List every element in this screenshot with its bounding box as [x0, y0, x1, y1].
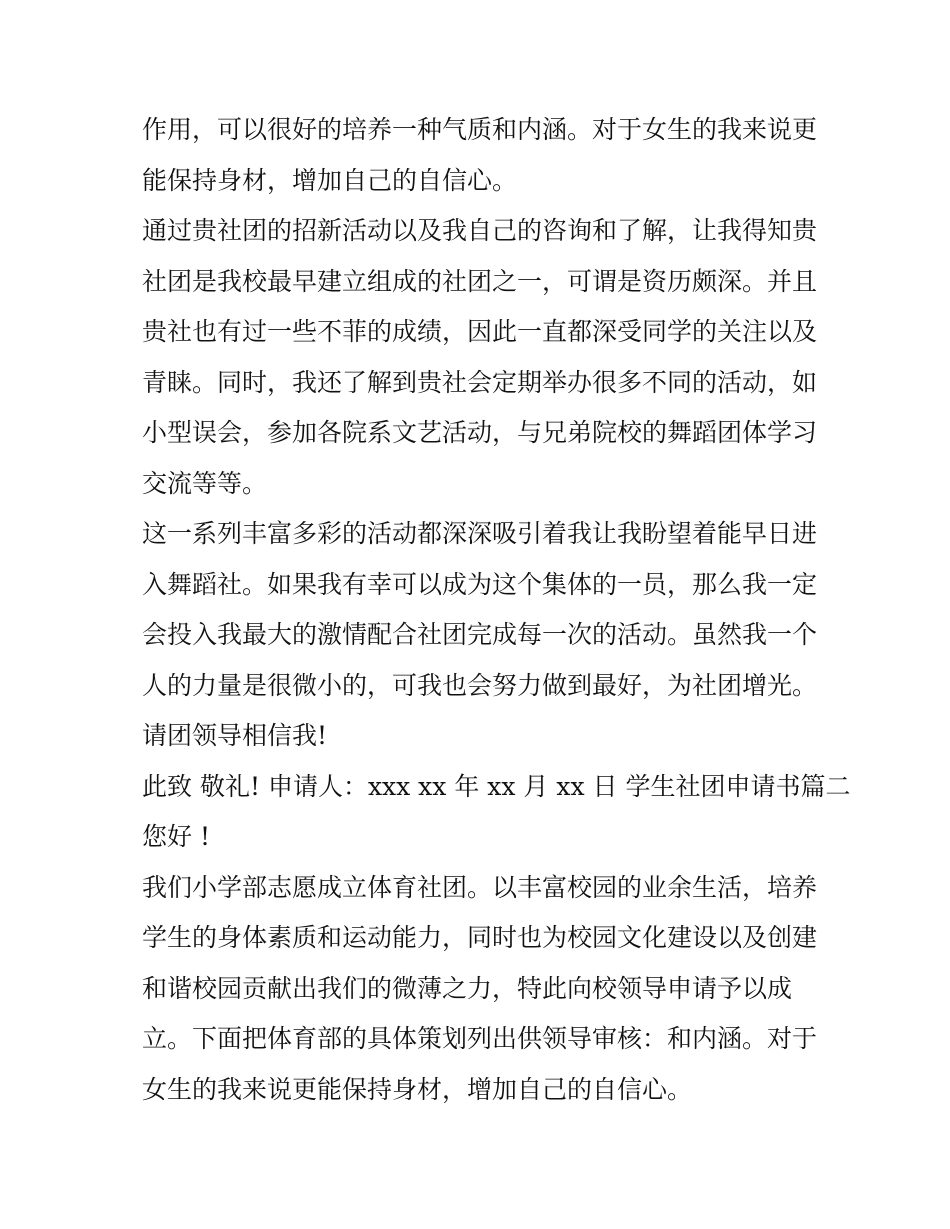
text-line: 入舞蹈社。如果我有幸可以成为这个集体的一员，那么我一定 — [142, 569, 818, 599]
document-body — [142, 105, 851, 1115]
text-line: 作用，可以很好的培养一种气质和内涵。对于女生的我来说更 — [142, 115, 818, 144]
text-line: 请团领导相信我! — [142, 721, 328, 750]
text-line: 小型误会，参加各院系文艺活动，与兄弟院校的舞蹈团体学习 — [142, 418, 818, 447]
text-line: 交流等等。 — [142, 468, 268, 498]
text-line: 人的力量是很微小的，可我也会努力做到最好，为社团增光。 — [142, 670, 818, 700]
text-line: 女生的我来说更能保持身材，增加自己的自信心。 — [142, 1074, 693, 1104]
text-line: 能保持身材，增加自己的自信心。 — [142, 165, 518, 195]
text-line: 社团是我校最早建立组成的社团之一，可谓是资历颇深。并且 — [142, 266, 818, 296]
text-line: 和谐校园贡献出我们的微薄之力，特此向校领导申请予以成 — [142, 973, 793, 1003]
text-line: 会投入我最大的激情配合社团完成每一次的活动。虽然我一个 — [142, 620, 818, 649]
text-line: 贵社也有过一些不菲的成绩，因此一直都深受同学的关注以及 — [142, 317, 818, 346]
text-line: 您好 ! — [142, 822, 210, 851]
text-line: 这一系列丰富多彩的活动都深深吸引着我让我盼望着能早日进 — [142, 519, 818, 548]
text-line: 立。下面把体育部的具体策划列出供领导审核：和内涵。对于 — [142, 1024, 818, 1053]
text-line: 此致 敬礼! 申请人：xxx xx 年 xx 月 xx 日 学生社团申请书篇二 — [142, 771, 851, 801]
text-line: 通过贵社团的招新活动以及我自己的咨询和了解，让我得知贵 — [142, 216, 818, 245]
text-line: 青睐。同时，我还了解到贵社会定期举办很多不同的活动，如 — [142, 367, 818, 397]
text-line: 学生的身体素质和运动能力，同时也为校园文化建设以及创建 — [142, 923, 818, 952]
text-line: 我们小学部志愿成立体育社团。以丰富校园的业余生活，培养 — [142, 872, 818, 902]
